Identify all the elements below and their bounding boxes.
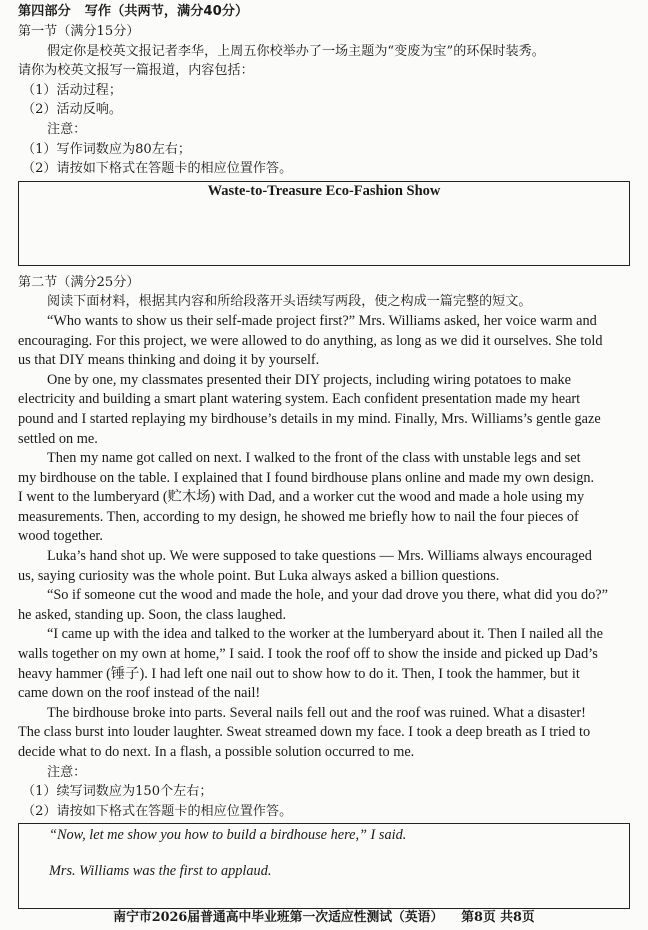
continuation-opening: “Now, let me show you how to build a birdhouse here,” I said. xyxy=(49,827,407,844)
passage-line: wood together. xyxy=(18,528,103,545)
passage-line: my birdhouse on the table. I explained that I found birdhouse plans online and made my own design. xyxy=(18,469,595,486)
passage-line: settled on me. xyxy=(18,430,98,447)
note-item: （2）请按如下格式在答题卡的相应位置作答。 xyxy=(22,161,293,177)
section1-heading: 第一节（满分15分） xyxy=(18,24,140,39)
passage-line: measurements. Then, according to my design, he showed me briefly how to nail the four pieces of xyxy=(18,508,579,525)
passage-line: he asked, standing up. Soon, the class laughed. xyxy=(18,606,287,623)
section2-heading: 第二节（满分25分） xyxy=(18,274,140,290)
passage-line: encouraging. For this project, we were allowed to do anything, as long as we did it ourselves. She told xyxy=(18,332,603,349)
passage-line: “Who wants to show us their self-made project first?” Mrs. Williams asked, her voice warm and xyxy=(47,312,597,329)
section1-task-line: 假定你是校英文报记者李华，上周五你校举办了一场主题为“变废为宝”的环保时装秀。 xyxy=(47,43,545,59)
passage-line: I went to the lumberyard (贮木场) with Dad, and a worker cut the wood and made a hole using my xyxy=(18,489,585,506)
content-point: （1）活动过程； xyxy=(22,82,122,98)
answer-box-title: Waste-to-Treasure Eco-Fashion Show xyxy=(207,182,441,199)
passage xyxy=(18,312,630,763)
exam-page xyxy=(18,2,630,909)
part-title xyxy=(18,2,630,22)
content-point: （2）活动反响。 xyxy=(22,102,122,118)
section2-instruction: 阅读下面材料，根据其内容和所给段落开头语续写两段，使之构成一篇完整的短文。 xyxy=(47,294,532,310)
section1-task-line: 请你为校英文报写一篇报道，内容包括： xyxy=(18,63,254,79)
notes-label: 注意： xyxy=(47,764,87,780)
passage-line: “So if someone cut the wood and made the hole, and your dad drove you there, what did you do?” xyxy=(47,587,608,604)
passage-line: came down on the roof instead of the nail! xyxy=(18,685,261,702)
passage-line: Then my name got called on next. I walked to the front of the class with unstable legs and set xyxy=(47,450,581,467)
passage-line: us that DIY means thinking and doing it by yourself. xyxy=(18,352,320,369)
passage-line: The class burst into louder laughter. Sweat streamed down my face. I took a deep breath as I tried to xyxy=(18,724,591,741)
notes-label: 注意： xyxy=(47,121,87,137)
answer-box-section1 xyxy=(18,181,630,266)
passage-line: The birdhouse broke into parts. Several nails fell out and the roof was ruined. What a disaster! xyxy=(47,704,586,721)
passage-line: electricity and building a smart plant watering system. Each confident presentation made my heart xyxy=(18,391,581,408)
page-footer xyxy=(0,906,648,925)
answer-box-section2 xyxy=(18,823,630,909)
exam-title: 南宁市2026届普通高中毕业班第一次适应性测试（英语） xyxy=(113,910,444,925)
passage-line: pound and I started replaying my birdhouse’s details in my mind. Finally, Mrs. Williams’s gentle gaze xyxy=(18,410,601,427)
part-label: 第四部分 xyxy=(18,4,71,19)
continuation-closing: Mrs. Williams was the first to applaud. xyxy=(49,863,272,880)
passage-line: walls together on my own at home,” I said. I took the roof off to show the inside and picked up Dad’s xyxy=(18,646,598,663)
passage-line: us, saying curiosity was the whole point. But Luka always asked a billion questions. xyxy=(18,567,500,584)
note-item: （1）写作词数应为80左右； xyxy=(22,141,192,157)
page-number: 第8页 共8页 xyxy=(461,910,535,925)
passage-line: heavy hammer (锤子). I had left one nail out to show how to do it. Then, I took the hammer, but it xyxy=(18,665,580,682)
note-item: （1）续写词数应为150个左右； xyxy=(22,784,213,800)
passage-line: One by one, my classmates presented their DIY projects, including wiring potatoes to make xyxy=(47,371,571,388)
passage-line: decide what to do next. In a flash, a possible solution occurred to me. xyxy=(18,744,415,760)
part-subtitle: 写作（共两节，满分40分） xyxy=(84,4,249,19)
passage-line: “I came up with the idea and talked to the worker at the lumberyard about it. Then I nailed all the xyxy=(47,626,603,643)
note-item: （2）请按如下格式在答题卡的相应位置作答。 xyxy=(22,803,293,819)
passage-line: Luka’s hand shot up. We were supposed to take questions — Mrs. Williams always encouraged xyxy=(47,548,592,565)
